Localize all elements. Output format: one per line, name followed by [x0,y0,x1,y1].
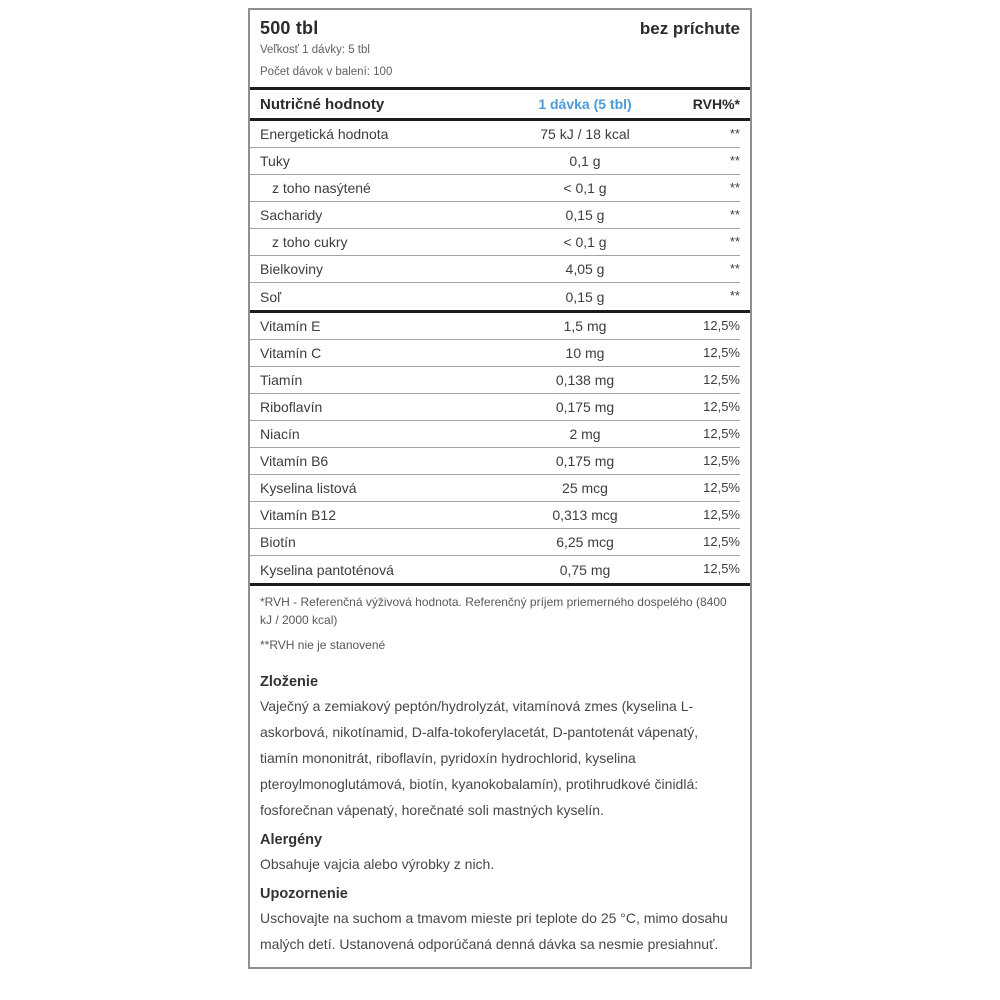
nutrient-name: Niacín [260,426,300,443]
section-warning [260,886,740,957]
nutrient-value: < 0,1 g [563,234,607,251]
nutrient-rvh: ** [729,233,740,249]
table-row-vitamin-b12 [250,502,740,529]
table-row-salt [250,283,740,310]
nutrient-rvh: 12,5% [703,452,740,468]
section-text-warning: Uschovajte na suchom a tmavom mieste pri teplote do 25 °C, mimo dosahu malých detí. Ustanovená odporúčaná denná dávka sa nesmie presiahnuť. [260,910,728,953]
nutrient-value: 10 mg [565,345,605,362]
column-header-rvh: RVH%* [692,96,740,113]
table-row-niacin [250,421,740,448]
nutrient-name: Kyselina pantoténová [260,561,394,578]
table-row-saturated-fat [250,175,740,202]
section-allergens [260,832,740,877]
nutrient-rvh: ** [729,206,740,222]
table-row-thiamine [250,367,740,394]
nutrient-name: Kyselina listová [260,480,357,497]
table-row-carbohydrates [250,202,740,229]
nutrient-rvh: 12,5% [703,506,740,522]
text-sections [250,663,750,967]
nutrient-rvh: 12,5% [703,344,740,360]
table-row-vitamin-c [250,340,740,367]
nutrient-name: Vitamín B6 [260,453,329,470]
nutrient-name: Biotín [260,534,296,551]
nutrient-rvh: ** [729,288,740,304]
nutrient-rvh: 12,5% [703,317,740,333]
nutrient-value: 1,5 mg [563,318,607,335]
nutrient-rvh: ** [729,152,740,168]
table-row-sugars [250,229,740,256]
nutrient-name: Tuky [260,153,290,170]
nutrient-value: 75 kJ / 18 kcal [540,126,630,143]
nutrient-rvh: 12,5% [703,371,740,387]
nutrient-rvh: 12,5% [703,425,740,441]
title-row [260,18,740,39]
nutrient-rvh: ** [729,179,740,195]
nutrient-name: Energetická hodnota [260,126,389,143]
nutrient-value: 0,175 mg [555,399,615,416]
serving-size-line: Veľkosť 1 dávky: 5 tbl [260,44,370,56]
column-header-nutrients: Nutričné hodnoty [260,95,385,113]
nutrient-rvh: 12,5% [703,533,740,549]
nutrition-label [248,8,752,969]
nutrient-value: 25 mcg [562,480,608,497]
nutrient-name: Vitamín C [260,345,322,362]
section-heading-allergens: Alergény [260,832,323,849]
section-heading-warning: Upozornenie [260,886,348,903]
table-row-biotin [250,529,740,556]
nutrient-value: 0,1 g [569,153,601,170]
nutrient-rvh: ** [729,125,740,141]
nutrient-value: 0,138 mg [555,372,615,389]
nutrient-name: Vitamín B12 [260,507,337,524]
nutrient-name: z toho cukry [272,234,348,251]
section-text-composition: Vaječný a zemiakový peptón/hydrolyzát, vitamínová zmes (kyselina L-askorbová, nikotínamid, D-alfa-tokoferylacetát, D-pantotenát vápenatý, tiamín mononitrát, riboflavín, pyridoxín hydrochlorid, kyselina pteroylmonoglutámová, biotín, kyanokobalamín), protihrudkové činidlá: fosforečnan vápenatý, horečnaté soli mastných kyselín. [260,698,699,819]
nutrient-rvh: 12,5% [703,479,740,495]
table-row-riboflavin [250,394,740,421]
nutrient-name: Bielkoviny [260,261,324,278]
nutrient-value: 0,175 mg [555,453,615,470]
section-text-allergens: Obsahuje vajcia alebo výrobky z nich. [260,856,495,873]
table-header-row [250,90,740,118]
table-row-vitamin-b6 [250,448,740,475]
table-row-vitamin-e [250,313,740,340]
column-header-per-serving: 1 dávka (5 tbl) [538,96,632,113]
table-row-pantothenic-acid [250,556,740,583]
nutrient-name: Soľ [260,288,282,305]
nutrient-value: 0,15 g [565,288,605,305]
section-heading-composition: Zloženie [260,674,319,691]
nutrient-name: Vitamín E [260,318,321,335]
servings-per-pack-line: Počet dávok v balení: 100 [260,65,393,78]
nutrient-value: 0,75 mg [559,561,611,578]
table-row-protein [250,256,740,283]
nutrient-rvh: 12,5% [703,398,740,414]
section-composition [260,674,740,823]
nutrient-name: Tiamín [260,372,303,389]
table-row-folic-acid [250,475,740,502]
flavor-label: bez príchute [639,19,740,38]
table-row-fat [250,148,740,175]
nutrient-value: 2 mg [569,426,601,443]
label-header [250,10,750,87]
nutrient-value: 0,313 mcg [552,507,618,524]
nutrient-name: z toho nasýtené [272,180,371,197]
footnote-rvh-definition: *RVH - Referenčná výživová hodnota. Referenčný príjem priemerného dospelého (8400 kJ / 2000 kcal) [260,595,727,628]
nutrient-value: 0,15 g [565,207,605,224]
nutrient-rvh: 12,5% [703,561,740,577]
table-row-energy [250,121,740,148]
nutrient-value: < 0,1 g [563,180,607,197]
product-size-title: 500 tbl [260,18,319,38]
footnote-rvh-not-set: **RVH nie je stanovené [260,638,386,653]
footnotes [250,586,750,663]
nutrient-name: Riboflavín [260,399,323,416]
nutrient-value: 6,25 mcg [556,534,614,551]
nutrient-value: 4,05 g [565,261,605,278]
nutrient-name: Sacharidy [260,207,323,224]
nutrition-table [250,121,750,586]
nutrient-rvh: ** [729,260,740,276]
